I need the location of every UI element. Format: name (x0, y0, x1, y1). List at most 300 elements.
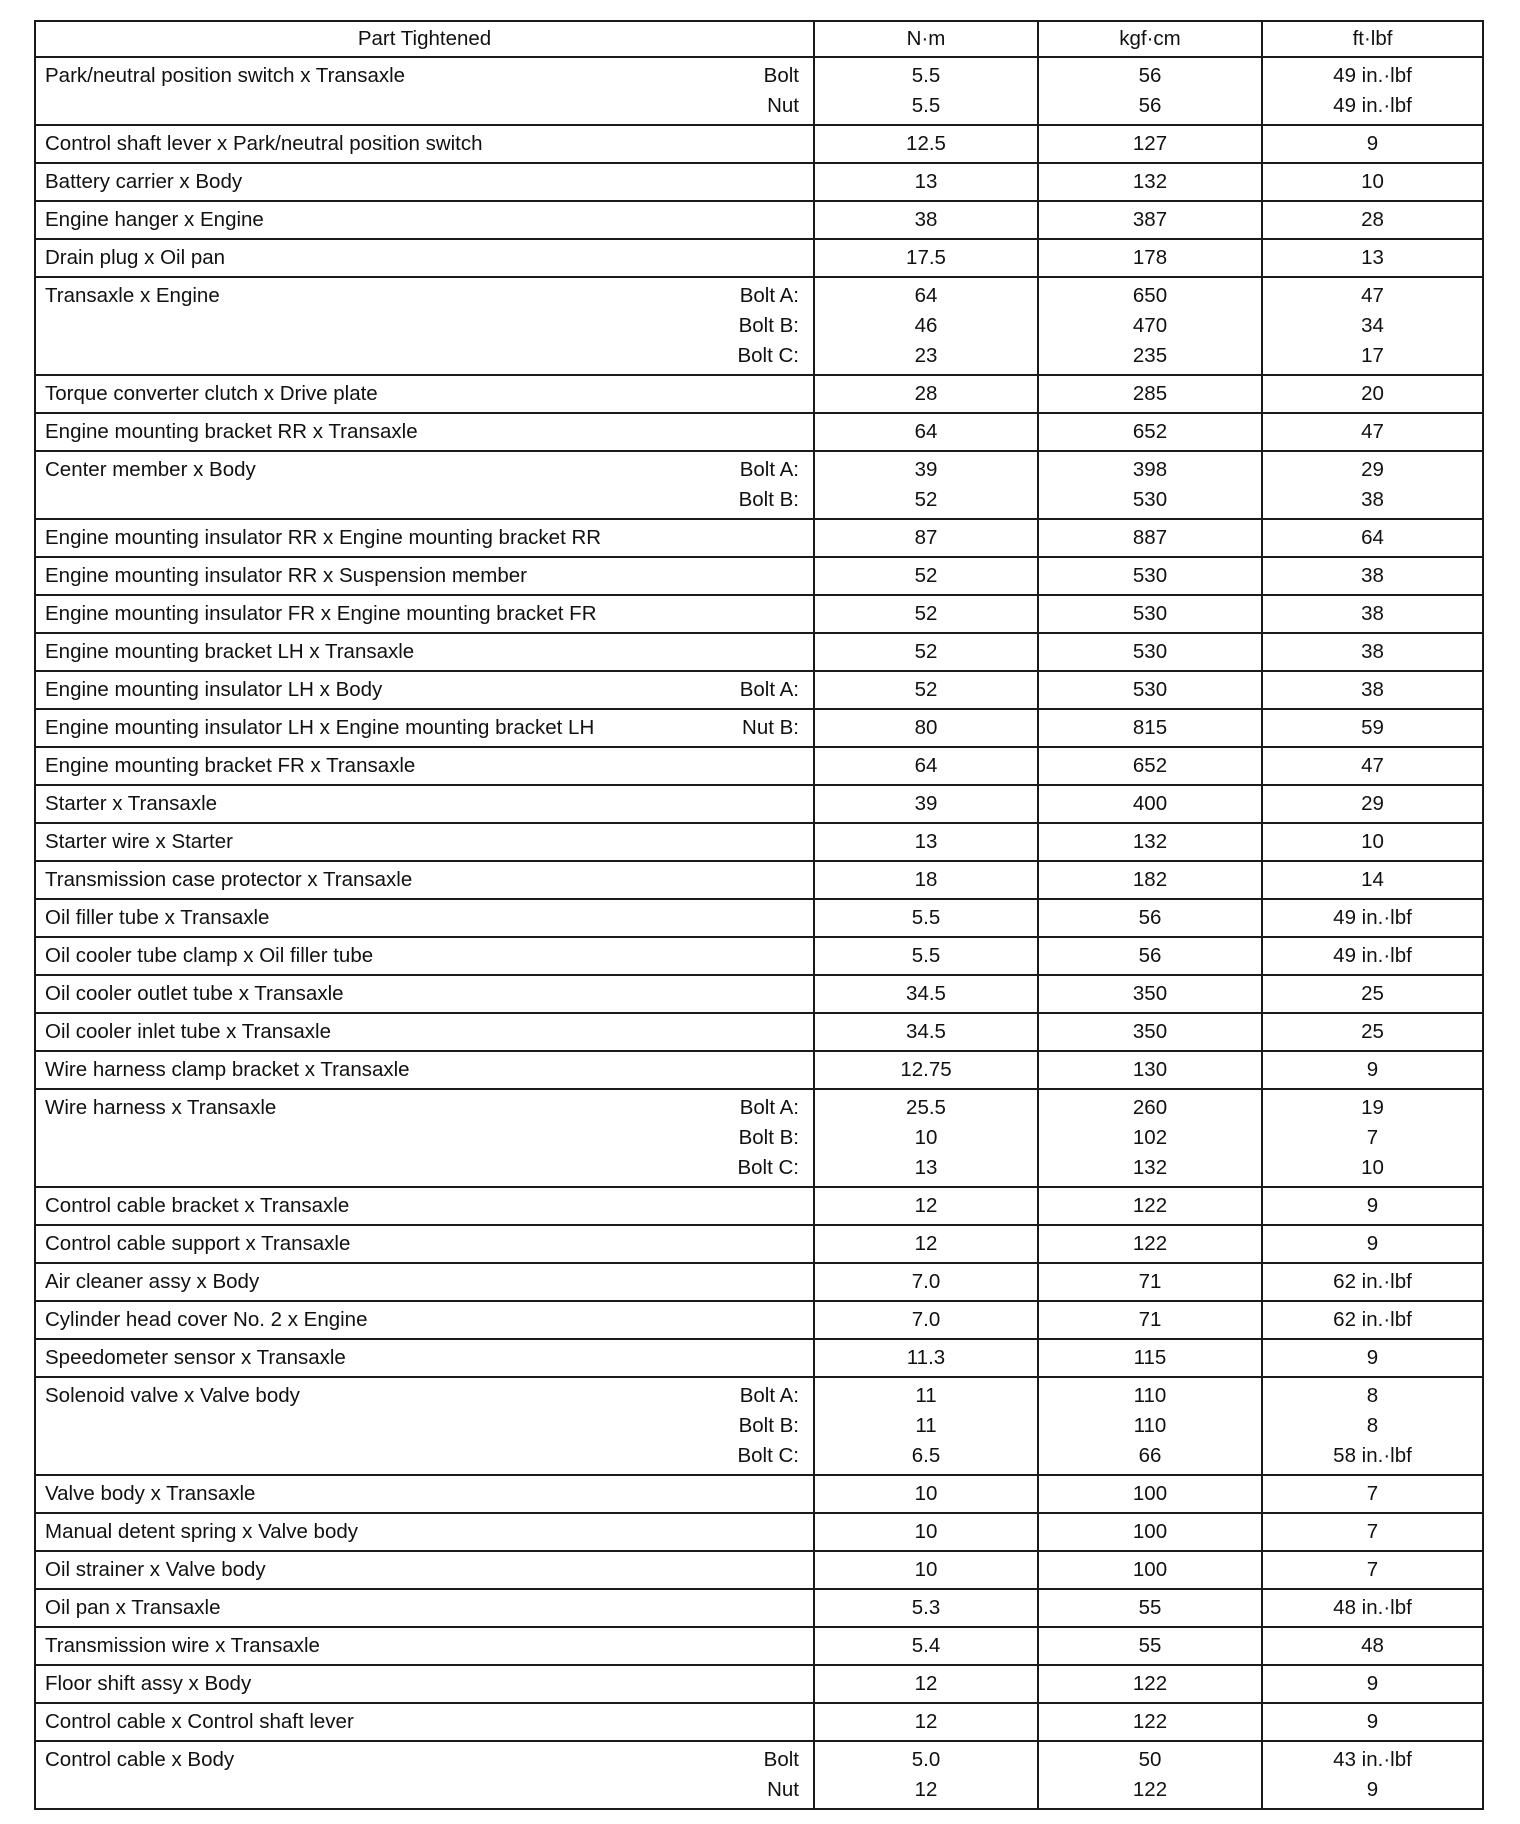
nm-cell (814, 201, 1038, 239)
part-cell (35, 201, 814, 239)
fastener-labels (764, 1745, 799, 1805)
nm-value: 52 (914, 488, 938, 511)
nm-value: 46 (914, 314, 938, 337)
nm-value: 64 (914, 754, 938, 777)
kgfcm-value: 652 (1132, 754, 1168, 777)
ftlbf-cell (1262, 937, 1483, 975)
table-row (35, 633, 1483, 671)
part-name: Air cleaner assy x Body (45, 1270, 260, 1293)
nm-cell (814, 375, 1038, 413)
nm-value: 5.5 (911, 64, 941, 87)
kgfcm-cell (1038, 747, 1262, 785)
ftlbf-cell (1262, 1339, 1483, 1377)
part-cell (35, 595, 814, 633)
nm-cell (814, 975, 1038, 1013)
nm-cell (814, 1513, 1038, 1551)
part-cell (35, 1013, 814, 1051)
nm-cell (814, 239, 1038, 277)
kgfcm-cell (1038, 451, 1262, 519)
kgfcm-value: 350 (1132, 982, 1168, 1005)
nm-value: 5.5 (911, 94, 941, 117)
nm-cell (814, 899, 1038, 937)
part-name: Control cable bracket x Transaxle (45, 1194, 350, 1217)
ftlbf-value: 9 (1366, 1232, 1379, 1255)
kgfcm-cell (1038, 1013, 1262, 1051)
kgfcm-value: 66 (1138, 1444, 1162, 1467)
kgfcm-cell (1038, 1475, 1262, 1513)
part-cell (35, 1551, 814, 1589)
ftlbf-cell (1262, 633, 1483, 671)
ftlbf-cell (1262, 57, 1483, 125)
part-cell (35, 1089, 814, 1187)
nm-value: 5.4 (911, 1634, 941, 1657)
nm-value: 12 (914, 1194, 938, 1217)
fastener-labels (740, 675, 799, 705)
ftlbf-cell (1262, 519, 1483, 557)
nm-cell (814, 1187, 1038, 1225)
part-cell (35, 861, 814, 899)
ftlbf-value: 48 (1361, 1634, 1384, 1657)
kgfcm-value: 122 (1132, 1778, 1168, 1801)
table-row (35, 747, 1483, 785)
ftlbf-value: 19 (1361, 1096, 1384, 1119)
kgfcm-cell (1038, 975, 1262, 1013)
ftlbf-cell (1262, 1263, 1483, 1301)
ftlbf-cell (1262, 1513, 1483, 1551)
part-name: Engine mounting insulator LH x Engine mounting bracket LH (45, 716, 595, 739)
table-row (35, 899, 1483, 937)
table-row (35, 57, 1483, 125)
part-cell (35, 1741, 814, 1809)
ftlbf-cell (1262, 671, 1483, 709)
table-row (35, 557, 1483, 595)
part-name: Cylinder head cover No. 2 x Engine (45, 1308, 368, 1331)
kgfcm-value: 110 (1133, 1414, 1167, 1437)
nm-value: 10 (914, 1126, 938, 1149)
ftlbf-value: 7 (1366, 1126, 1379, 1149)
part-cell (35, 1627, 814, 1665)
kgfcm-value: 815 (1132, 716, 1168, 739)
ftlbf-value: 8 (1366, 1414, 1379, 1437)
nm-value: 5.0 (911, 1748, 941, 1771)
ftlbf-value: 34 (1361, 314, 1384, 337)
kgfcm-cell (1038, 937, 1262, 975)
ftlbf-value: 17 (1361, 344, 1384, 367)
table-row (35, 937, 1483, 975)
kgfcm-value: 50 (1138, 1748, 1162, 1771)
ftlbf-value: 49 in.·lbf (1333, 944, 1412, 967)
part-cell (35, 671, 814, 709)
ftlbf-value: 38 (1361, 488, 1384, 511)
kgfcm-value: 530 (1132, 488, 1168, 511)
fastener-label: Bolt (763, 1748, 799, 1771)
nm-value: 6.5 (911, 1444, 941, 1467)
fastener-label: Bolt B: (738, 1414, 799, 1437)
kgfcm-cell (1038, 1627, 1262, 1665)
part-name: Control cable x Body (45, 1748, 235, 1771)
kgfcm-cell (1038, 1339, 1262, 1377)
part-name: Engine mounting bracket RR x Transaxle (45, 420, 418, 443)
table-row (35, 1263, 1483, 1301)
kgfcm-cell (1038, 1703, 1262, 1741)
kgfcm-cell (1038, 785, 1262, 823)
kgfcm-value: 56 (1138, 944, 1162, 967)
kgfcm-value: 55 (1138, 1634, 1162, 1657)
part-cell (35, 277, 814, 375)
nm-cell (814, 57, 1038, 125)
kgfcm-value: 71 (1138, 1270, 1162, 1293)
nm-value: 5.3 (911, 1596, 941, 1619)
kgfcm-value: 100 (1132, 1520, 1168, 1543)
kgfcm-value: 530 (1132, 678, 1168, 701)
kgfcm-value: 530 (1132, 640, 1168, 663)
ftlbf-cell (1262, 1225, 1483, 1263)
kgfcm-value: 400 (1132, 792, 1168, 815)
part-name: Oil pan x Transaxle (45, 1596, 221, 1619)
part-cell (35, 1589, 814, 1627)
fastener-label: Bolt A: (739, 678, 799, 701)
ftlbf-cell (1262, 595, 1483, 633)
ftlbf-value: 25 (1361, 1020, 1384, 1043)
part-cell (35, 975, 814, 1013)
ftlbf-value: 38 (1361, 564, 1384, 587)
ftlbf-value: 7 (1366, 1520, 1379, 1543)
nm-cell (814, 1665, 1038, 1703)
part-name: Floor shift assy x Body (45, 1672, 252, 1695)
ftlbf-value: 29 (1361, 458, 1384, 481)
part-cell (35, 57, 814, 125)
kgfcm-cell (1038, 519, 1262, 557)
part-cell (35, 125, 814, 163)
fastener-label: Nut (767, 1778, 799, 1801)
nm-value: 12 (914, 1232, 938, 1255)
fastener-label: Nut B: (742, 716, 799, 739)
table-row (35, 375, 1483, 413)
nm-value: 87 (914, 526, 938, 549)
part-name: Drain plug x Oil pan (45, 246, 226, 269)
nm-cell (814, 451, 1038, 519)
ftlbf-cell (1262, 451, 1483, 519)
part-name: Park/neutral position switch x Transaxle (45, 64, 406, 87)
nm-cell (814, 595, 1038, 633)
table-row (35, 1627, 1483, 1665)
nm-value: 52 (914, 678, 938, 701)
nm-value: 28 (914, 382, 938, 405)
nm-value: 25.5 (906, 1096, 946, 1119)
nm-value: 39 (914, 458, 938, 481)
nm-cell (814, 1339, 1038, 1377)
part-cell (35, 413, 814, 451)
kgfcm-cell (1038, 1187, 1262, 1225)
kgfcm-cell (1038, 57, 1262, 125)
ftlbf-value: 59 (1361, 716, 1384, 739)
part-name: Control cable support x Transaxle (45, 1232, 351, 1255)
kgfcm-cell (1038, 375, 1262, 413)
kgfcm-cell (1038, 1263, 1262, 1301)
kgfcm-value: 55 (1138, 1596, 1162, 1619)
nm-value: 12 (914, 1672, 938, 1695)
nm-value: 52 (914, 640, 938, 663)
ftlbf-value: 38 (1361, 640, 1384, 663)
ftlbf-value: 8 (1366, 1384, 1379, 1407)
ftlbf-cell (1262, 1589, 1483, 1627)
table-row (35, 1225, 1483, 1263)
part-cell (35, 1377, 814, 1475)
nm-cell (814, 1475, 1038, 1513)
table-row (35, 709, 1483, 747)
ftlbf-cell (1262, 413, 1483, 451)
table-row (35, 413, 1483, 451)
part-cell (35, 899, 814, 937)
ftlbf-cell (1262, 709, 1483, 747)
table-row (35, 671, 1483, 709)
fastener-label: Bolt A: (739, 284, 799, 307)
kgfcm-value: 530 (1132, 602, 1168, 625)
ftlbf-value: 10 (1361, 170, 1384, 193)
nm-value: 13 (914, 170, 938, 193)
ftlbf-cell (1262, 1665, 1483, 1703)
table-body (35, 57, 1483, 1809)
ftlbf-cell (1262, 1475, 1483, 1513)
part-cell (35, 633, 814, 671)
kgfcm-value: 100 (1132, 1558, 1168, 1581)
kgfcm-cell (1038, 1089, 1262, 1187)
ftlbf-cell (1262, 125, 1483, 163)
nm-cell (814, 1627, 1038, 1665)
nm-cell (814, 633, 1038, 671)
nm-value: 80 (914, 716, 938, 739)
part-cell (35, 1339, 814, 1377)
nm-value: 34.5 (906, 1020, 946, 1043)
nm-cell (814, 709, 1038, 747)
ftlbf-cell (1262, 375, 1483, 413)
ftlbf-value: 47 (1361, 420, 1384, 443)
nm-cell (814, 823, 1038, 861)
part-name: Engine mounting insulator LH x Body (45, 678, 383, 701)
kgfcm-cell (1038, 899, 1262, 937)
fastener-label: Bolt C: (737, 344, 799, 367)
ftlbf-cell (1262, 1013, 1483, 1051)
nm-cell (814, 1051, 1038, 1089)
part-cell (35, 709, 814, 747)
ftlbf-cell (1262, 201, 1483, 239)
fastener-label: Bolt (763, 64, 799, 87)
kgfcm-cell (1038, 239, 1262, 277)
kgfcm-cell (1038, 1665, 1262, 1703)
kgfcm-value: 110 (1133, 1384, 1167, 1407)
table-row (35, 1013, 1483, 1051)
ftlbf-value: 62 in.·lbf (1333, 1308, 1412, 1331)
ftlbf-cell (1262, 1627, 1483, 1665)
nm-cell (814, 519, 1038, 557)
kgfcm-cell (1038, 201, 1262, 239)
ftlbf-value: 49 in.·lbf (1333, 94, 1412, 117)
nm-cell (814, 1741, 1038, 1809)
ftlbf-value: 9 (1366, 1672, 1379, 1695)
part-name: Engine mounting bracket LH x Transaxle (45, 640, 415, 663)
ftlbf-cell (1262, 899, 1483, 937)
nm-cell (814, 671, 1038, 709)
kgfcm-cell (1038, 277, 1262, 375)
torque-spec-table (34, 20, 1484, 1810)
fastener-label: Bolt A: (739, 1384, 799, 1407)
fastener-labels (737, 281, 799, 371)
part-name: Oil cooler inlet tube x Transaxle (45, 1020, 331, 1043)
ftlbf-value: 47 (1361, 284, 1384, 307)
ftlbf-cell (1262, 861, 1483, 899)
part-name: Starter x Transaxle (45, 792, 218, 815)
table-row (35, 239, 1483, 277)
ftlbf-cell (1262, 1377, 1483, 1475)
part-cell (35, 747, 814, 785)
ftlbf-value: 20 (1361, 382, 1384, 405)
ftlbf-value: 49 in.·lbf (1333, 906, 1412, 929)
nm-value: 17.5 (906, 246, 946, 269)
nm-cell (814, 937, 1038, 975)
part-name: Torque converter clutch x Drive plate (45, 382, 378, 405)
nm-cell (814, 861, 1038, 899)
ftlbf-cell (1262, 239, 1483, 277)
nm-value: 12.75 (900, 1058, 952, 1081)
ftlbf-cell (1262, 823, 1483, 861)
table-row (35, 1703, 1483, 1741)
part-cell (35, 1225, 814, 1263)
nm-value: 12.5 (906, 132, 946, 155)
table-row (35, 1475, 1483, 1513)
ftlbf-value: 28 (1361, 208, 1384, 231)
part-name: Transaxle x Engine (45, 284, 220, 307)
ftlbf-value: 9 (1366, 1058, 1379, 1081)
part-name: Battery carrier x Body (45, 170, 243, 193)
part-name: Transmission wire x Transaxle (45, 1634, 320, 1657)
ftlbf-value: 49 in.·lbf (1333, 64, 1412, 87)
kgfcm-value: 470 (1132, 314, 1168, 337)
part-name: Starter wire x Starter (45, 830, 233, 853)
part-cell (35, 1513, 814, 1551)
nm-cell (814, 1377, 1038, 1475)
part-name: Engine mounting insulator RR x Suspension member (45, 564, 528, 587)
ftlbf-value: 38 (1361, 678, 1384, 701)
kgfcm-value: 182 (1132, 868, 1168, 891)
nm-value: 10 (914, 1520, 938, 1543)
ftlbf-value: 7 (1366, 1558, 1379, 1581)
fastener-label: Bolt B: (738, 1126, 799, 1149)
table-row (35, 277, 1483, 375)
header-part-tightened: Part Tightened (35, 21, 814, 57)
ftlbf-value: 43 in.·lbf (1333, 1748, 1412, 1771)
nm-cell (814, 1551, 1038, 1589)
kgfcm-value: 122 (1132, 1710, 1168, 1733)
table-row (35, 1551, 1483, 1589)
nm-cell (814, 277, 1038, 375)
table-row (35, 975, 1483, 1013)
nm-value: 7.0 (911, 1308, 941, 1331)
nm-value: 11.3 (906, 1346, 946, 1369)
kgfcm-cell (1038, 1513, 1262, 1551)
part-name: Transmission case protector x Transaxle (45, 868, 413, 891)
nm-cell (814, 1263, 1038, 1301)
kgfcm-cell (1038, 633, 1262, 671)
header-ftlbf: ft·lbf (1262, 21, 1483, 57)
part-cell (35, 785, 814, 823)
fastener-label: Bolt B: (738, 314, 799, 337)
table-row (35, 1665, 1483, 1703)
ftlbf-cell (1262, 785, 1483, 823)
table-row (35, 1187, 1483, 1225)
part-name: Wire harness clamp bracket x Transaxle (45, 1058, 410, 1081)
kgfcm-cell (1038, 1741, 1262, 1809)
kgfcm-cell (1038, 557, 1262, 595)
kgfcm-value: 530 (1132, 564, 1168, 587)
kgfcm-value: 285 (1132, 382, 1168, 405)
part-cell (35, 375, 814, 413)
ftlbf-value: 29 (1361, 792, 1384, 815)
kgfcm-value: 56 (1138, 64, 1162, 87)
nm-cell (814, 1589, 1038, 1627)
kgfcm-value: 350 (1132, 1020, 1168, 1043)
ftlbf-value: 58 in.·lbf (1333, 1444, 1412, 1467)
nm-value: 52 (914, 602, 938, 625)
kgfcm-value: 71 (1138, 1308, 1162, 1331)
ftlbf-cell (1262, 1187, 1483, 1225)
part-cell (35, 937, 814, 975)
kgfcm-value: 56 (1138, 906, 1162, 929)
table-header-row (35, 21, 1483, 57)
ftlbf-value: 14 (1361, 868, 1384, 891)
kgfcm-cell (1038, 595, 1262, 633)
kgfcm-cell (1038, 1301, 1262, 1339)
kgfcm-cell (1038, 1051, 1262, 1089)
ftlbf-cell (1262, 1301, 1483, 1339)
nm-value: 39 (914, 792, 938, 815)
table-row (35, 451, 1483, 519)
part-cell (35, 1263, 814, 1301)
ftlbf-cell (1262, 1551, 1483, 1589)
part-cell (35, 823, 814, 861)
ftlbf-cell (1262, 1741, 1483, 1809)
part-cell (35, 1703, 814, 1741)
kgfcm-value: 650 (1132, 284, 1168, 307)
ftlbf-cell (1262, 1051, 1483, 1089)
part-name: Oil cooler tube clamp x Oil filler tube (45, 944, 374, 967)
kgfcm-value: 652 (1132, 420, 1168, 443)
fastener-labels (739, 455, 799, 515)
header-kgfcm: kgf·cm (1038, 21, 1262, 57)
table-row (35, 1589, 1483, 1627)
kgfcm-value: 102 (1132, 1126, 1168, 1149)
ftlbf-value: 9 (1366, 1194, 1379, 1217)
kgfcm-value: 132 (1132, 1156, 1168, 1179)
ftlbf-cell (1262, 277, 1483, 375)
table-row (35, 163, 1483, 201)
table-row (35, 823, 1483, 861)
part-name: Wire harness x Transaxle (45, 1096, 277, 1119)
kgfcm-cell (1038, 1551, 1262, 1589)
table-row (35, 1339, 1483, 1377)
fastener-label: Bolt B: (738, 488, 799, 511)
nm-cell (814, 413, 1038, 451)
fastener-labels (737, 1381, 799, 1471)
ftlbf-value: 10 (1361, 830, 1384, 853)
table-row (35, 1301, 1483, 1339)
nm-value: 23 (914, 344, 938, 367)
nm-value: 12 (914, 1778, 938, 1801)
fastener-labels (742, 713, 799, 743)
nm-value: 13 (914, 1156, 938, 1179)
part-name: Solenoid valve x Valve body (45, 1384, 300, 1407)
nm-value: 10 (914, 1558, 938, 1581)
part-cell (35, 519, 814, 557)
